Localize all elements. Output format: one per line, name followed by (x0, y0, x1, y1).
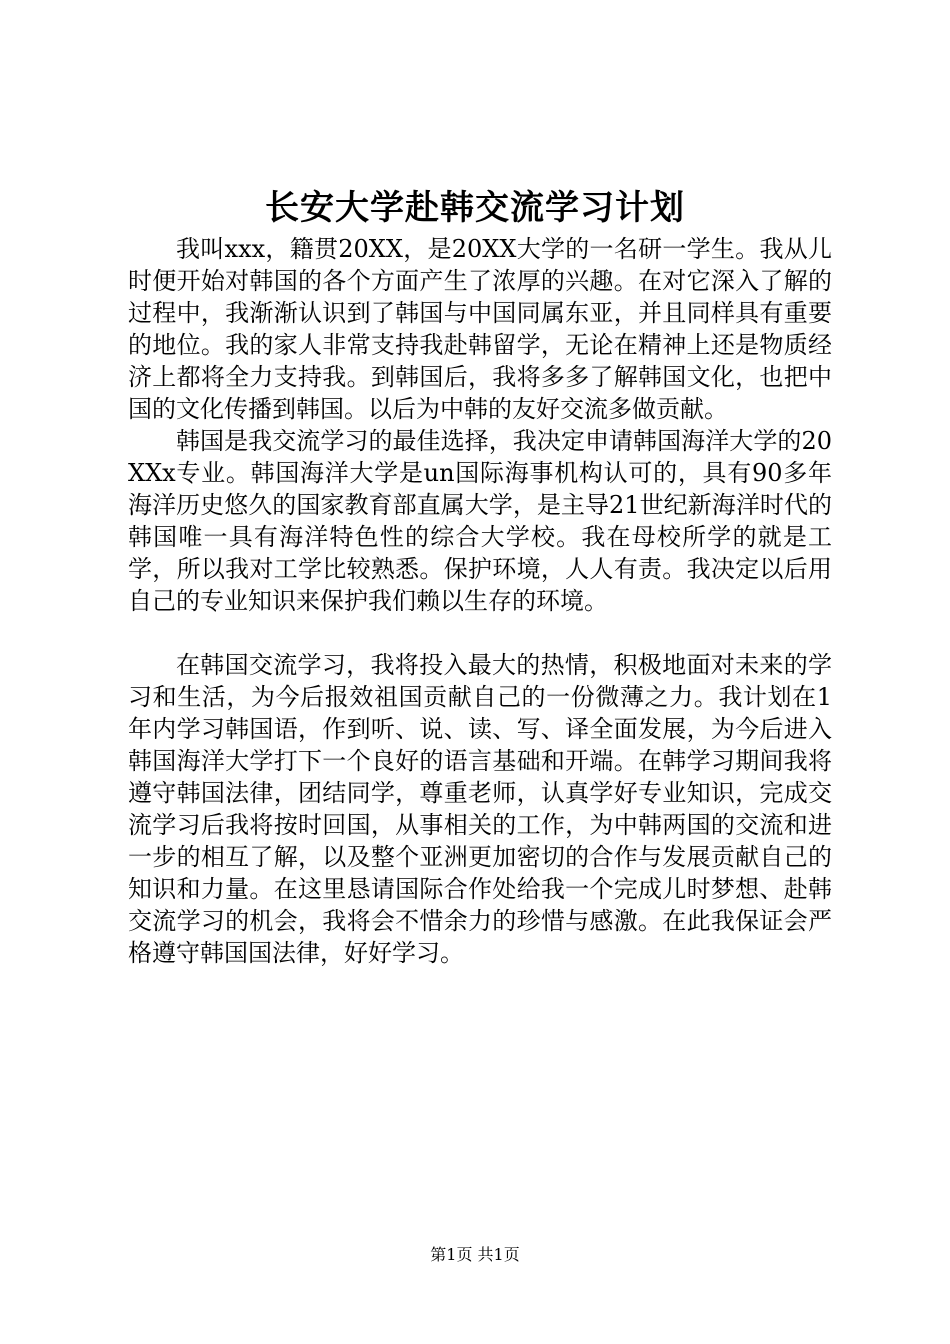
document-title: 长安大学赴韩交流学习计划 (265, 188, 685, 228)
paragraph-spacer (128, 617, 832, 649)
paragraph-intro: 我叫xxx，籍贯20XX，是20XX大学的一名研一学生。我从儿时便开始对韩国的各个方面产生了浓厚的兴趣。在对它深入了解的过程中，我渐渐认识到了韩国与中国同属东亚，并且同样具有重要的地位。我的家人非常支持我赴韩留学，无论在精神上还是物质经济上都将全力支持我。到韩国后，我将多多了解韩国文化，也把中国的文化传播到韩国。以后为中韩的友好交流多做贡献。 (128, 235, 832, 423)
page-footer: 第1页 共1页 (430, 1245, 520, 1264)
paragraph-university-choice: 韩国是我交流学习的最佳选择，我决定申请韩国海洋大学的20XXx专业。韩国海洋大学是un国际海事机构认可的，具有90多年海洋历史悠久的国家教育部直属大学，是主导21世纪新海洋时代的韩国唯一具有海洋特色性的综合大学校。我在母校所学的就是工学，所以我对工学比较熟悉。保护环境，人人有责。我决定以后用自己的专业知识来保护我们赖以生存的环境。 (128, 427, 832, 615)
document-body (128, 233, 832, 969)
paragraph-study-plan: 在韩国交流学习，我将投入最大的热情，积极地面对未来的学习和生活，为今后报效祖国贡献自己的一份微薄之力。我计划在1年内学习韩国语，作到听、说、读、写、译全面发展，为今后进入韩国海洋大学打下一个良好的语言基础和开端。在韩学习期间我将遵守韩国法律，团结同学，尊重老师，认真学好专业知识，完成交流学习后我将按时回国，从事相关的工作，为中韩两国的交流和进一步的相互了解，以及整个亚洲更加密切的合作与发展贡献自己的知识和力量。在这里恳请国际合作处给我一个完成儿时梦想、赴韩交流学习的机会，我将会不惜余力的珍惜与感激。在此我保证会严格遵守韩国国法律，好好学习。 (128, 651, 832, 967)
